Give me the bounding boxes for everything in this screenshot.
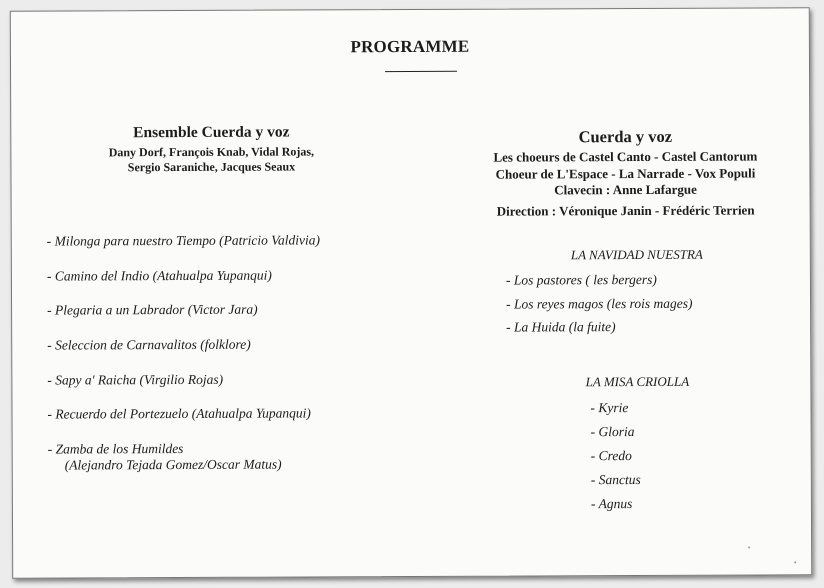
list-item: - Camino del Indio (Atahualpa Yupanqui) — [46, 267, 272, 284]
right-ensemble-name: Cuerda y voz — [578, 126, 673, 147]
left-members-line-1: Dany Dorf, François Knab, Vidal Rojas, — [108, 144, 315, 160]
page-title: PROGRAMME — [350, 36, 470, 57]
right-line-3: Clavecin : Anne Lafargue — [554, 181, 697, 198]
section-title-navidad: LA NAVIDAD NUESTRA — [570, 246, 703, 263]
list-item: - Credo — [590, 448, 632, 464]
right-line-2: Choeur de L'Espace - La Narrade - Vox Populi — [495, 164, 756, 182]
title-underline — [385, 71, 457, 72]
list-item: - Agnus — [590, 496, 633, 512]
list-item: - Los reyes magos (les rois mages) — [506, 295, 693, 312]
right-ensemble-header — [457, 126, 793, 219]
navidad-list — [506, 272, 693, 343]
left-pieces-list — [47, 232, 408, 476]
left-ensemble-name: Ensemble Cuerda y voz — [133, 123, 290, 142]
list-item: - Recuerdo del Portezuelo (Atahualpa Yupanqui) — [47, 405, 311, 423]
list-item: - Gloria — [590, 424, 635, 440]
list-item: - Kyrie — [590, 400, 629, 416]
list-item: - Los pastores ( les bergers) — [505, 271, 657, 288]
list-item: - Seleccion de Carnavalitos (folklore) — [47, 336, 251, 353]
right-line-1: Les choeurs de Castel Canto - Castel Cantorum — [493, 148, 758, 165]
left-members-line-2: Sergio Saraniche, Jacques Seaux — [127, 159, 296, 175]
list-item: - Milonga para nuestro Tiempo (Patricio Valdivia) — [46, 232, 321, 249]
right-performers — [457, 148, 793, 199]
list-item: - Zamba de los Humildes (Alejandro Tejada Gomez/Oscar Matus) — [47, 441, 282, 473]
list-item: - Sanctus — [590, 471, 641, 488]
list-item: - La Huida (la fuite) — [506, 319, 616, 335]
right-direction: Direction : Véronique Janin - Frédéric Terrien — [496, 202, 755, 219]
paper-speck — [794, 561, 796, 563]
programme-sheet — [10, 7, 812, 578]
paper-speck — [748, 547, 750, 549]
section-title-misa: LA MISA CRIOLLA — [585, 373, 690, 390]
left-members — [71, 144, 351, 175]
list-item: - Plegaria a un Labrador (Victor Jara) — [47, 302, 258, 318]
misa-list — [590, 400, 640, 520]
left-ensemble-header — [71, 123, 351, 175]
list-item: - Sapy a' Raicha (Virgilio Rojas) — [47, 371, 224, 388]
